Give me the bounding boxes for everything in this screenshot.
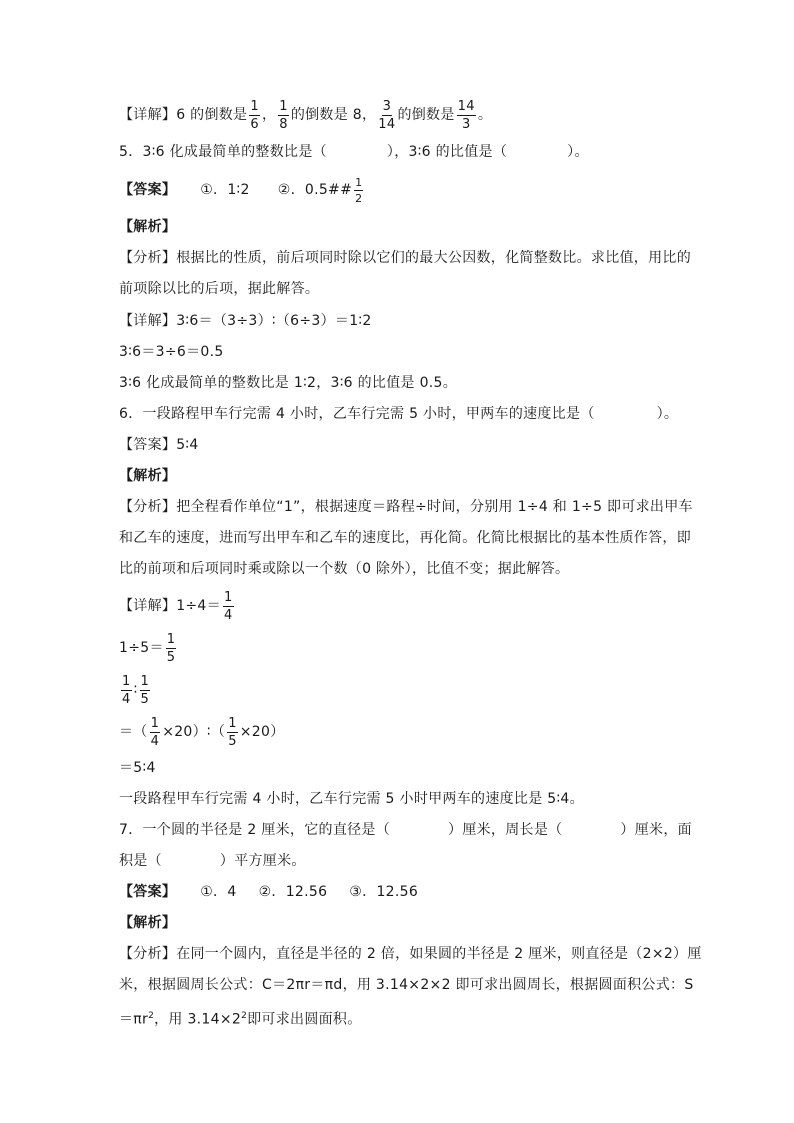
fraction: $\frac{1}{2}$ (355, 175, 363, 205)
q6-detail-line-5: ＝5∶4 (119, 760, 156, 776)
q6-analysis-line-1: 【分析】把全程看作单位“1”，根据速度＝路程÷时间，分别用 1÷4 和 1÷5 即可求出甲车 (119, 499, 693, 515)
fraction: $\frac{1}{4}$ (122, 673, 131, 707)
fraction: $\frac{1}{8}$ (279, 98, 288, 132)
q5-detail-line-2: 3∶6＝3÷6＝0.5 (119, 344, 224, 360)
q7-analysis-line-3: $=\pi r^2$，用 $3.14\times 2^2$即可求出圆面积。 (119, 1011, 362, 1028)
q7-analysis-line-1: 【分析】在同一个圆内，直径是半径的 2 倍，如果圆的半径是 2 厘米，则直径是（2×2）厘 (119, 946, 702, 962)
fraction: $\frac{1}{4}$ (223, 589, 233, 623)
q7-question-line-1: 7．一个圆的半径是 2 厘米，它的直径是（ ）厘米，周长是（ ）厘米，面 (119, 822, 692, 838)
q5-jiexi-label: 【解析】 (119, 219, 177, 235)
q5-detail-line-3: 3∶6 化成最简单的整数比是 1∶2，3∶6 的比值是 0.5。 (119, 375, 458, 391)
q6-answer: 【答案】5∶4 (119, 437, 199, 453)
fraction: $\frac{1}{5}$ (228, 715, 237, 749)
q5-analysis-line-1: 【分析】根据比的性质，前后项同时除以它们的最大公因数，化简整数比。求比值，用比的 (119, 250, 691, 266)
q5-answer: 【答案】 ①．1∶2 ②．0.5## $\frac{1}{2}$ (119, 175, 363, 205)
fraction: $\frac{1}{4}$ (150, 715, 160, 749)
q4-detail-line: 【详解】6 的倒数是 $\frac{1}{6}$ ， $\frac{1}{8}$ 的倒数是 8， $\frac{3}{14}$ 的倒数是 $\frac{14}{3}$ 。 (119, 98, 493, 132)
q6-question: 6．一段路程甲车行完需 4 小时，乙车行完需 5 小时，甲两车的速度比是（ ）。 (119, 406, 679, 422)
q7-answer: 【答案】 ①．4 ②．12.56 ③．12.56 (119, 884, 419, 900)
q5-question: 5．3∶6 化成最简单的整数比是（ ），3∶6 的比值是（ ）。 (119, 144, 589, 160)
q4-detail-prefix: 【详解】6 的倒数是 (119, 107, 248, 123)
fraction: $\frac{1}{5}$ (166, 631, 176, 665)
q7-jiexi-label: 【解析】 (119, 915, 177, 931)
q7-analysis-line-2: 米，根据圆周长公式：C＝2πr＝πd，用 3.14×2×2 即可求出圆周长，根据圆面积公式：S (119, 977, 694, 993)
q6-detail-line-2: 1÷5＝ $\frac{1}{5}$ (119, 631, 176, 665)
q6-analysis-line-2: 和乙车的速度，进而写出甲车和乙车的速度比，再化简。化简比根据比的基本性质作答，即 (119, 530, 691, 546)
q5-detail-line-1: 【详解】3∶6＝（3÷3）∶（6÷3）＝1∶2 (119, 313, 372, 329)
q6-detail-line-4: ＝（ $\frac{1}{4}$ ×20）∶（ $\frac{1}{5}$ ×20） (119, 715, 285, 749)
q6-jiexi-label: 【解析】 (119, 468, 177, 484)
q7-question-line-2: 积是（ ）平方厘米。 (119, 853, 306, 869)
fraction: $\frac{14}{3}$ (457, 98, 475, 132)
q6-detail-line-3: $\frac{1}{4}$ ∶ $\frac{1}{5}$ (122, 673, 150, 707)
fraction: $\frac{1}{6}$ (250, 98, 259, 132)
q6-detail-line-1: 【详解】1÷4＝ $\frac{1}{4}$ (119, 589, 233, 623)
q5-analysis-line-2: 前项除以比的后项，据此解答。 (119, 281, 320, 297)
fraction: $\frac{1}{5}$ (140, 673, 150, 707)
q6-analysis-line-3: 比的前项和后项同时乘或除以一个数（0 除外），比值不变；据此解答。 (119, 561, 570, 577)
fraction: $\frac{3}{14}$ (378, 98, 396, 132)
q6-conclusion: 一段路程甲车行完需 4 小时，乙车行完需 5 小时甲两车的速度比是 5∶4。 (119, 791, 584, 807)
